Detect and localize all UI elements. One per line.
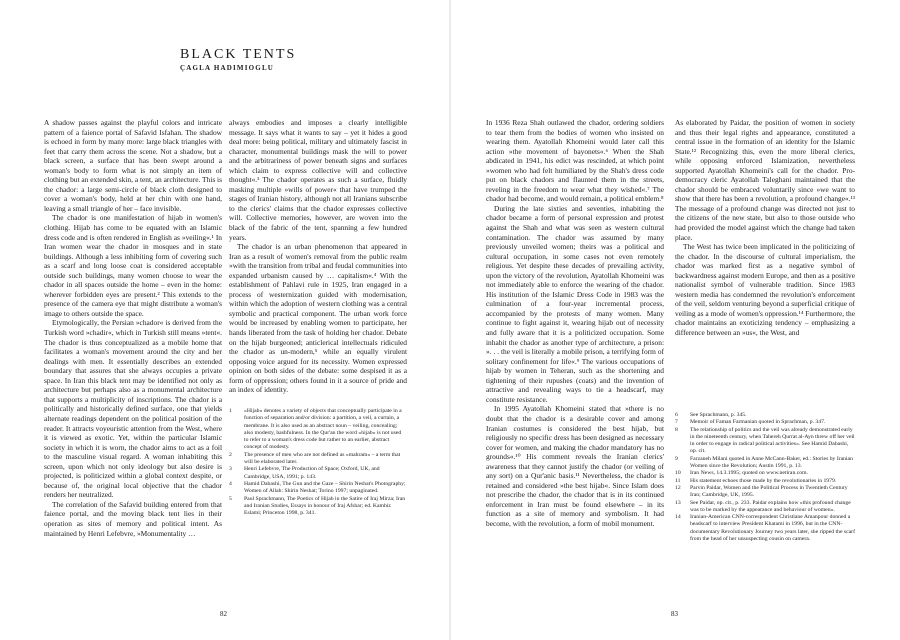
paragraph: In 1995 Ayatollah Khomeini stated that »there is no doubt that the chador is a desirable cover and among Iranian costumes is considered the best hijab, but religiously no specific dress has been designed as necessary cover for women, and making the chador mandatory has no grounds«.¹⁰ His comment reveals the Iranian clerics' awareness that they cannot justify the chador (or veiling of any sort) on a Qur'anic basis.¹¹ Nevertheless, the chador is retained and considered »the best hijab«. Since Islam does not prescribe the chador, the chador that is in its continued enforcement in Iran must be found elsewhere – in its function as a site of memory and symbolism. It had become, with the revolution, a form of mobil monument. [486, 404, 664, 528]
footnote-number: 14 [675, 514, 681, 521]
footnote-number: 11 [675, 477, 681, 484]
footnote [675, 427, 855, 456]
footnote-text: Paul Sprachmann, The Poetics of Hijab in the Satire of Iraj Mirza; Iran and Iranian Studies, Essays in honour of Iraj Afshar; ed. Kambiz Eslami; Princeton 1998, p. 341. [244, 495, 406, 517]
footnote [675, 514, 855, 543]
paragraph: During the late sixties and seventies, inhabiting the chador became a form of personal expression and protest against the Shah and what was seen as western cultural contamination. The chador was assumed by many previously unveiled women; theirs was a political and cultural occupation, in some cases not even remotely religious. Yet despite these decades of prevailing activity, upon the victory of the revolution, Ayatollah Khomeini was not immediately able to enforce the wearing of the chador. His institution of the Islamic Dress Code in 1983 was the culmination of a four-year incremental process, accompanied by the protests of many women. Many continue to fight against it, wearing hijab out of necessity and fully aware that it is a politicized occupation. Some inhabit the chador as another type of architecture, a prison: ». . . the veil is literally a mobile prison, a terrifying form of solitary confinement for life«.⁹ The various occupations of hijab by women in Teheran, such as the shortening and tightening of their rupushes (coats) and the invention of attractive and revealing ways to tie a headscarf, may constitute resistance. [486, 203, 664, 404]
footnote-number: 1 [229, 408, 232, 414]
footnote-text: See Sprachmann, p. 345. [690, 412, 747, 418]
footnote-text: The relationship of politics and the veil was already demonstrated early in the nineteenth century, when Tahereh Qurrat al-Ayn threw off her veil in order to engage in radical political activities«. See Hamid Dabashi, op. cit. [690, 426, 855, 455]
footnote-text: Farzaneh Milani quoted in Anne McCann-Baker, ed.: Stories by Iranian Women since the Revolution; Austin 1991, p. 13. [690, 455, 853, 470]
right-page-column-1 [486, 118, 664, 529]
paragraph: The correlation of the Safavid building entered from that faience portal, and the moving black tent lies in their operation as sites of memory and political intent. As maintained by Henri Lefebvre, »Monumentality … [44, 499, 222, 538]
footnote [229, 408, 407, 452]
footnote [675, 500, 855, 515]
paragraph: As elaborated by Paidar, the position of women in society and thus their legal rights and appearance, constituted a central issue in the formation of an identity for the Islamic State.¹² Recognizing this, even the more liberal clerics, while opposing enforced Islamization, nevertheless supported Ayatollah Khomeini's call for the chador. Pro-democracy cleric Ayatollah Taleghani maintained that the chador should be embraced voluntarily since »we want to show that there has been a revolution, a profound change«.¹³ The message of a profound change was directed not just to the citizens of the new state, but also to those outside who had provided the model against which the change had taken place. [675, 118, 855, 242]
footnote [675, 470, 855, 477]
footnote-number: 8 [675, 426, 678, 433]
footnote-number: 7 [675, 419, 678, 426]
footnote-text: See Paidar, op. cit., p. 233. Paidar explains how »this profound change was to be marked by the appearance and behaviour of women«. [690, 499, 851, 513]
footnote-text: Iranian-American CNN-correspondent Christiane Amanpour donned a headscarf to interview President Khatami in 1996, but in the CNN-documentary Revolutionary Journey two years later, she ripped the scarf from the head of her unsuspecting cousin on camera. [690, 514, 855, 543]
paragraph: always embodies and imposes a clearly intelligible message. It says what it wants to say – yet it hides a good deal more: being political, military and ultimately fascist in character, monumental buildings mask the will to power and the arbitrariness of power beneath signs and surfaces which claim to express collective will and collective thought«.³ The chador operates as such a surface, fluidly masking multiple »wills of power« that have trumped the stages of Iranian history, although not all Iranians subscribe to the clerics' claims that the chador expresses collective will. Collective memories, however, are woven into the black of the fabric of the tent, spanning a few hundred years. [229, 118, 407, 242]
footnote [675, 478, 855, 485]
footnote-text: Hamid Dabashi, The Gun and the Gaze – Shirin Neshat's Photography; Women of Allah: Shirin Neshat; Torino 1997; unpaginated. [244, 480, 406, 495]
footnote-text: »Hijab« denotes a variety of objects that conceptually participate in a function of separation and/or division: a partition, a veil, a curtain, a membrane. It is also used as an abstract noun – veiling, concealing; also modesty, bashfulness. In the Qur'an the word »hijab« is not used to refer to a woman's dress code but rather to an earlier, abstract concept of modesty. [244, 408, 402, 451]
article-title: BLACK TENTS [180, 47, 297, 62]
left-page-column-1 [44, 118, 222, 538]
paragraph: In 1936 Reza Shah outlawed the chador, ordering soldiers to tear them from the bodies of women who insisted on wearing them. Ayatollah Khomeini would later call this action »the movement of bayonets«.⁶ When the Shah abdicated in 1941, his edict was rescinded, at which point »women who had felt humiliated by the Shah's dress code put on black chadors and flaunted them in the streets, reveling in the freedom to wear what they wished«.⁷ The chador had become, and would remain, a political emblem.⁸ [486, 118, 664, 204]
paragraph: The chador is one manifestation of hijab in women's clothing. Hijab has come to be equated with an Islamic dress code and is often rendered in English as »veiling«.¹ In Iran women wear the chador in mosques and in state buildings. Although a less inhibiting form of covering such as a scarf and long loose coat is considered acceptable outside such buildings, many women choose to wear the chador in all spaces outside the home – even in the home: wherever forbidden eyes are present.² This extends to the presence of the camera eye that might distribute a woman's image to others outside the space. [44, 213, 222, 318]
footnote-text: Henri Lefebvre, The Production of Space; Oxford, UK, and Cambridge, USA, 1991; p. 143. [244, 466, 380, 480]
paragraph: A shadow passes against the playful colors and intricate pattern of a faience portal of Safavid Isfahan. The shadow is echoed in form by many more: large black triangles with feet that carry them across the scene. Not a shadow, but a black screen, a surface that has been swept around a woman's body to form what is not simply an item of clothing but an extended skin, a tent, an architecture. This is the chador: a large semi-circle of black cloth designed to cover a woman's body, held at her chin with one hand, leaving a small triangle of her – face invisible. [44, 118, 222, 213]
page-number-left: 82 [220, 610, 227, 618]
left-page-column-2 [229, 118, 407, 395]
footnote [675, 485, 855, 500]
footnote-number: 13 [675, 499, 681, 506]
footnote-number: 2 [229, 451, 232, 458]
footnote-number: 6 [675, 412, 678, 418]
footnotes-left [229, 408, 407, 517]
paragraph: The chador is an urban phenomenon that appeared in Iran as a result of women's removal from the public realm »with the transition from tribal and feudal communities into expanded urbanism caused by … capitalism«.⁴ With the establishment of Pahlavi rule in 1925, Iran engaged in a process of westernization guided with modernisation, within which the adoption of western clothing was a central symbolic and practical component. The urban work force would be increased by enabling women to participate, her hands liberated from the task of holding her chador. Debate on the hijab burgeoned; anticlerical intellectuals ridiculed the chador as un-modern,⁵ while an equally virulent opposing voice argued for its necessity. Women expressed opinion on both sides of the debate: some despised it as a form of oppression; others found in it a source of pride and an index of identity. [229, 242, 407, 395]
page-number-right: 83 [671, 610, 678, 618]
footnote [229, 452, 407, 467]
footnote [229, 466, 407, 481]
footnote [675, 456, 855, 471]
author-name: ÇAGLA HADIMIOGLU [180, 64, 275, 72]
footnote [675, 419, 855, 426]
footnotes-right [675, 412, 855, 543]
footnote-text: Iran News, 14.3.1995; quoted on www.netiran.com. [690, 470, 808, 477]
footnote-text: Parvin Paidar, Women and the Political Process in Twentieth Century Iran; Cambridge, UK, 1995. [690, 484, 848, 499]
footnote-text: The presence of men who are not defined as »mahram« – a term that will be elaborated later. [244, 451, 401, 466]
footnote-text: Memoir of Faman Farmanian quoted in Sprachman, p. 347. [690, 419, 826, 426]
footnote-number: 5 [229, 495, 232, 502]
footnote-number: 12 [675, 484, 681, 491]
footnote-number: 4 [229, 480, 232, 487]
right-page [450, 0, 900, 640]
footnote-number: 9 [675, 455, 678, 462]
footnote-number: 3 [229, 466, 232, 473]
footnote-text: His statement echoes those made by the revolutionaries in 1979. [690, 477, 837, 484]
paragraph: Etymologically, the Persian »chador« is derived from the Turkish word »chadir«, which in Turkish still means »tent«. The chador is thus conceptualized as a mobile home that facilitates a woman's movement around the city and her dealings with men. It essentially describes an extended boundary that assures that she always occupies a private space. In Iran this black tent may be identified not only as architecture but perhaps also as a monumental architecture that supports a multiplicity of inscriptions. The chador is a politically and historically defined surface, one that yields alternate readings dependent on the political position of the reader. It attracts voyeuristic attention from the West, where it is viewed as exotic. Yet, within the particular Islamic society in which it is worn, the chador aims to act as a foil to the masculine visual regard. A woman inhabiting this screen, upon which not only ideology but also desire is projected, is politicized within a global context despite, or because of, the original local objective that the chador renders her neutralized. [44, 318, 222, 500]
paragraph: The West has twice been implicated in the politicizing of the chador. In the discourse of cultural imperialism, the chador was marked first as a negative symbol of backwardness against modern Europe, and then as a positive nationalist symbol of vulnerable tradition. Since 1983 western media has condemned the revolution's enforcement of the veil, seldom venturing beyond a superficial critique of veiling as a mode of women's oppression.¹⁴ Furthermore, the chador maintains an exoticizing tendency – emphasizing a difference between an »us«, the West, and [675, 242, 855, 338]
footnote [229, 496, 407, 518]
footnote-number: 10 [675, 470, 681, 477]
footnote [229, 481, 407, 496]
right-page-column-2 [675, 118, 855, 338]
